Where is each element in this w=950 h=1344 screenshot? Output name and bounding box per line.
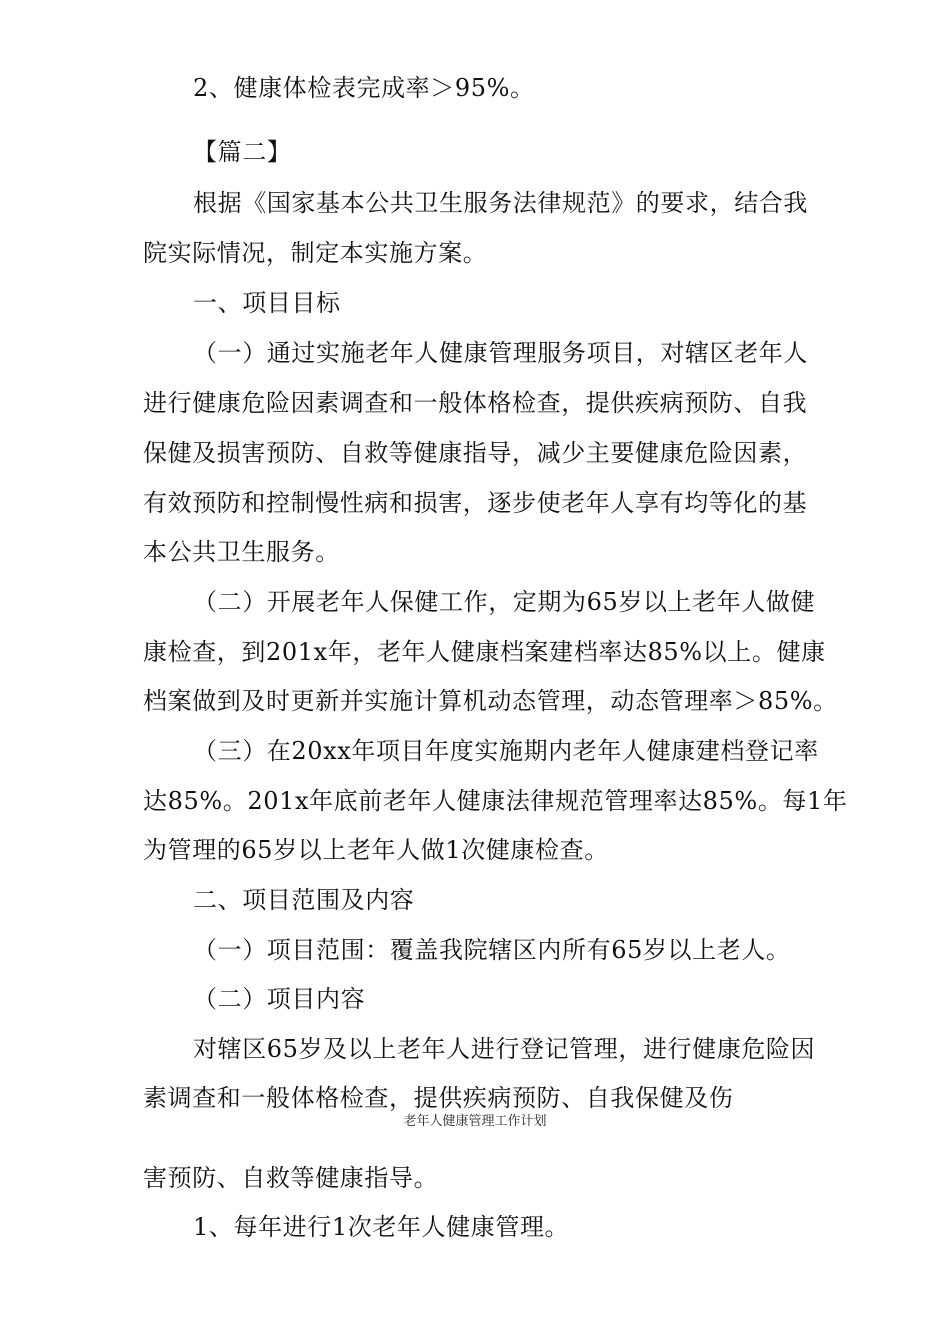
heading-project-goals: 一、项目目标: [193, 289, 341, 317]
page-footer: 老年人健康管理工作计划: [403, 1114, 547, 1129]
paragraph-line: 达85%。201x年底前老年人健康法律规范管理率达85%。每1年: [143, 787, 848, 815]
paragraph-line: 害预防、自救等健康指导。: [143, 1164, 439, 1192]
subheading-project-content: （二）项目内容: [193, 985, 366, 1013]
paragraph-line: 进行健康危险因素调查和一般体格检查，提供疾病预防、自我: [143, 389, 808, 417]
paragraph-line: （一）项目范围：覆盖我院辖区内所有65岁以上老人。: [193, 936, 791, 964]
paragraph-line: 院实际情况，制定本实施方案。: [143, 239, 488, 267]
paragraph-line: 为管理的65岁以上老年人做1次健康检查。: [143, 836, 609, 864]
paragraph-line: （三）在20xx年项目年度实施期内老年人健康建档登记率: [193, 737, 819, 765]
list-item-completion-rate: 2、健康体检表完成率＞95%。: [193, 74, 535, 102]
paragraph-line: 保健及损害预防、自救等健康指导，减少主要健康危险因素，: [143, 439, 808, 467]
paragraph-line: 根据《国家基本公共卫生服务法律规范》的要求，结合我: [193, 189, 808, 217]
paragraph-line: 对辖区65岁及以上老年人进行登记管理，进行健康危险因: [193, 1035, 816, 1063]
paragraph-line: 康检查，到201x年，老年人健康档案建档率达85%以上。健康: [143, 638, 826, 666]
paragraph-line: （二）开展老年人保健工作，定期为65岁以上老年人做健: [193, 588, 816, 616]
paragraph-line: 档案做到及时更新并实施计算机动态管理，动态管理率＞85%。: [143, 687, 838, 715]
paragraph-line: 素调查和一般体格检查，提供疾病预防、自我保健及伤: [143, 1084, 734, 1112]
paragraph-line: （一）通过实施老年人健康管理服务项目，对辖区老年人: [193, 339, 808, 367]
section-heading-part-two: 【篇二】: [193, 138, 292, 166]
paragraph-line: 本公共卫生服务。: [143, 538, 340, 566]
paragraph-line: 有效预防和控制慢性病和损害，逐步使老年人享有均等化的基: [143, 489, 808, 517]
heading-project-scope: 二、项目范围及内容: [193, 886, 415, 914]
list-item-annual-management: 1、每年进行1次老年人健康管理。: [193, 1213, 570, 1241]
